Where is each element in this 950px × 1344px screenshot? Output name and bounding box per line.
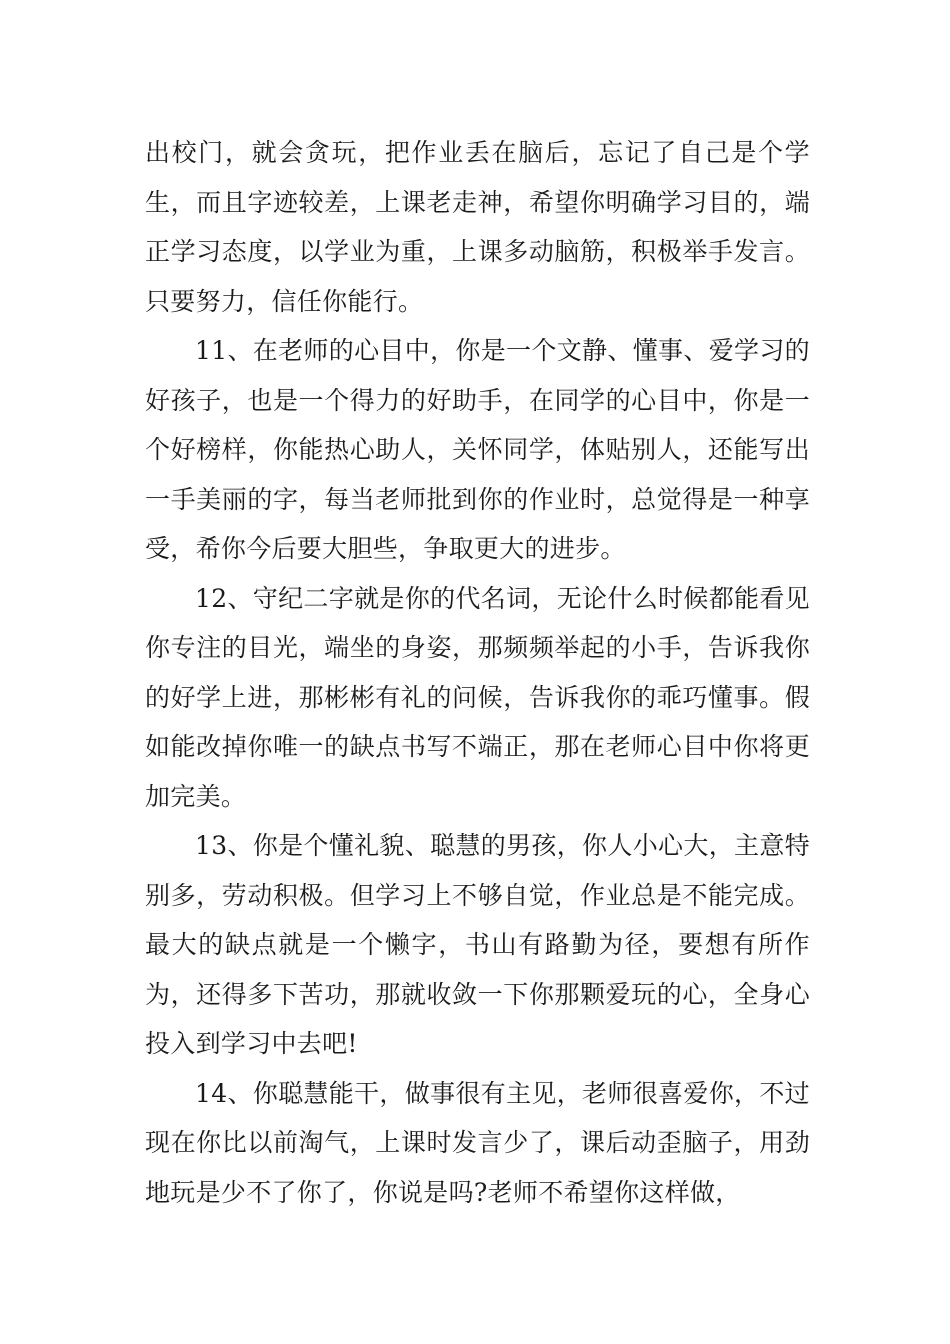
paragraph-13: 13、你是个懂礼貌、聪慧的男孩，你人小心大，主意特别多，劳动积极。但学习上不够自觉，作业总是不能完成。最大的缺点就是一个懒字，书山有路勤为径，要想有所作为，还得多下苦功，那就收敛一下你那颗爱玩的心，全身心投入到学习中去吧! — [145, 831, 810, 1058]
paragraph-continuation: 出校门，就会贪玩，把作业丢在脑后，忘记了自己是个学生，而且字迹较差，上课老走神，希望你明确学习目的，端正学习态度，以学业为重，上课多动脑筋，积极举手发言。只要努力，信任你能行。 — [145, 138, 810, 316]
paragraph-11: 11、在老师的心目中，你是一个文静、懂事、爱学习的好孩子，也是一个得力的好助手，在同学的心目中，你是一个好榜样，你能热心助人，关怀同学，体贴别人，还能写出一手美丽的字，每当老师批到你的作业时，总觉得是一种享受，希你今后要大胆些，争取更大的进步。 — [145, 336, 810, 563]
paragraph-14: 14、你聪慧能干，做事很有主见，老师很喜爱你，不过现在你比以前淘气，上课时发言少了，课后动歪脑子，用劲地玩是少不了你了，你说是吗?老师不希望你这样做， — [145, 1078, 810, 1207]
body-text — [145, 128, 810, 1217]
paragraph-12: 12、守纪二字就是你的代名词，无论什么时候都能看见你专注的目光，端坐的身姿，那频频举起的小手，告诉我你的好学上进，那彬彬有礼的问候，告诉我你的乖巧懂事。假如能改掉你唯一的缺点书写不端正，那在老师心目中你将更加完美。 — [145, 583, 810, 811]
